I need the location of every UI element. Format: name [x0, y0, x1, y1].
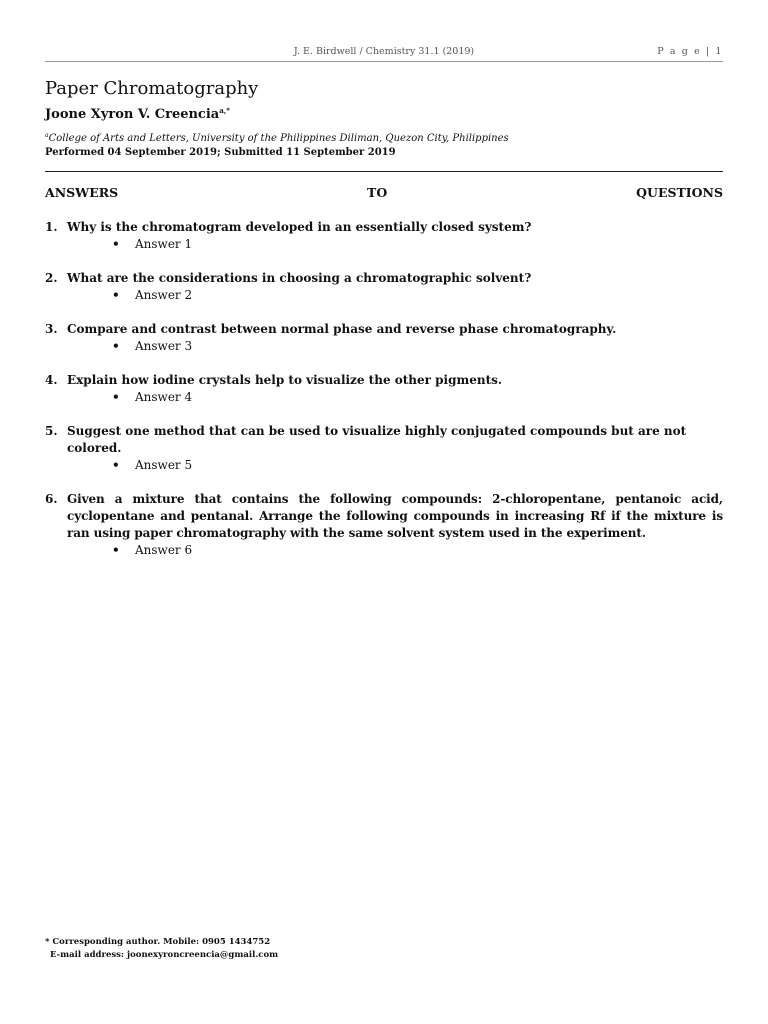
footnote: [45, 936, 278, 962]
answer-text: Answer 2: [135, 288, 193, 302]
question-item: [45, 270, 723, 304]
bullet-icon: •: [112, 543, 120, 557]
answer-text: Answer 5: [135, 458, 193, 472]
bullet-icon: •: [112, 458, 120, 472]
section-divider: [45, 171, 723, 172]
page-number: P a g e | 1: [657, 46, 723, 57]
answer-item: [112, 457, 723, 474]
section-heading: [45, 185, 723, 200]
answer-text: Answer 3: [135, 339, 193, 353]
answer-item: [112, 236, 723, 253]
running-header: [45, 46, 723, 60]
question-number: 2.: [45, 271, 58, 285]
question-text: Why is the chromatogram developed in an essentially closed system?: [67, 220, 532, 234]
answer-item: [112, 389, 723, 406]
affiliation-mark: a: [45, 132, 49, 139]
bullet-icon: •: [112, 390, 120, 404]
question-item: [45, 219, 723, 253]
email-note: E-mail address: joonexyroncreencia@gmail.com: [50, 950, 279, 960]
question-number: 4.: [45, 373, 58, 387]
question-item: [45, 423, 723, 474]
affiliation-text: College of Arts and Letters, University of the Philippines Diliman, Quezon City, Philippines: [48, 133, 509, 144]
submission-dates: Performed 04 September 2019; Submitted 11 September 2019: [45, 147, 396, 158]
question-text: Given a mixture that contains the following compounds: 2-chloropentane, pentanoic acid, cyclopentane and pentanal. Arrange the following compounds in increasing Rf if the mixture is ran using paper chromatography with the same solvent system used in the experiment.: [67, 492, 723, 540]
answer-text: Answer 4: [135, 390, 193, 404]
section-heading-word: ANSWERS: [45, 185, 119, 200]
section-heading-word: TO: [367, 185, 388, 200]
answer-item: [112, 542, 723, 559]
author-name: Joone Xyron V. Creencia: [45, 107, 220, 122]
question-number: 5.: [45, 424, 58, 438]
bullet-icon: •: [112, 339, 120, 353]
question-text: Explain how iodine crystals help to visualize the other pigments.: [67, 373, 503, 387]
author-line: [45, 106, 230, 122]
corresponding-author-note: * Corresponding author. Mobile: 0905 1434752: [45, 937, 271, 947]
answer-text: Answer 6: [135, 543, 193, 557]
bullet-icon: •: [112, 288, 120, 302]
affiliation-line: [45, 132, 509, 144]
author-affiliation-marks: a,*: [219, 106, 230, 115]
answer-item: [112, 338, 723, 355]
question-item: [45, 491, 723, 559]
answer-item: [112, 287, 723, 304]
question-list: [45, 219, 723, 576]
question-text: What are the considerations in choosing a chromatographic solvent?: [67, 271, 532, 285]
question-text: Suggest one method that can be used to visualize highly conjugated compounds but are not colored.: [67, 424, 687, 455]
question-number: 3.: [45, 322, 58, 336]
document-title: Paper Chromatography: [45, 78, 259, 99]
question-item: [45, 372, 723, 406]
question-number: 1.: [45, 220, 58, 234]
header-divider: [45, 61, 723, 62]
question-item: [45, 321, 723, 355]
question-text: Compare and contrast between normal phase and reverse phase chromatography.: [67, 322, 617, 336]
answer-text: Answer 1: [135, 237, 193, 251]
question-number: 6.: [45, 492, 58, 506]
running-header-citation: J. E. Birdwell / Chemistry 31.1 (2019): [293, 46, 475, 57]
section-heading-word: QUESTIONS: [636, 185, 723, 200]
bullet-icon: •: [112, 237, 120, 251]
